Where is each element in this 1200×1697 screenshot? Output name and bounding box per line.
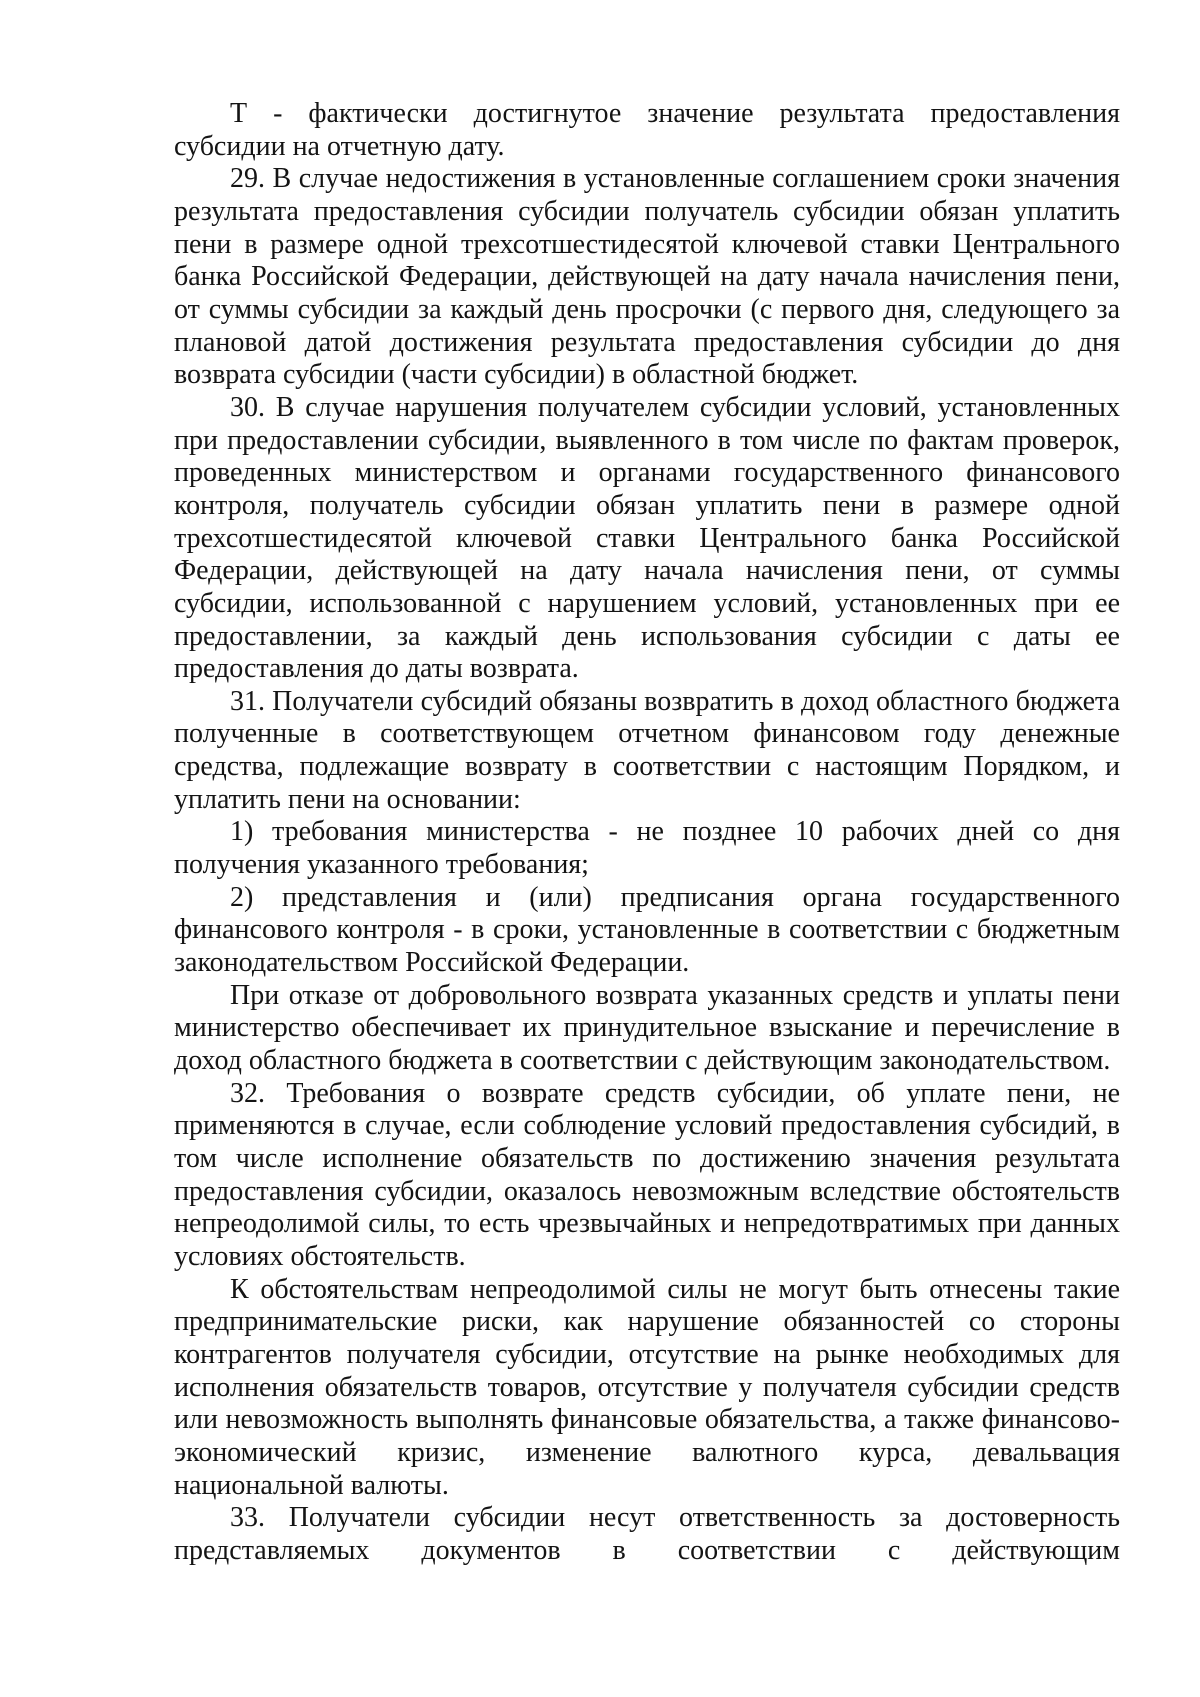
paragraph-31-item-1: 1) требования министерства - не позднее 10 рабочих дней со дня получения указанного требования; bbox=[174, 816, 1120, 881]
paragraph-29: 29. В случае недостижения в установленные соглашением сроки значения результата предоставления субсидии получатель субсидии обязан уплатить пени в размере одной трехсотшестидесятой ключевой ставки Центрального банка Российской Федерации, действующей на дату начала начисления пени, от суммы субсидии за каждый день просрочки (с первого дня, следующего за плановой датой достижения результата предоставления субсидии до дня возврата субсидии (части субсидии) в областной бюджет. bbox=[174, 163, 1120, 391]
paragraph-31: 31. Получатели субсидий обязаны возвратить в доход областного бюджета полученные в соответствующем отчетном финансовом году денежные средства, подлежащие возврату в соответствии с настоящим Порядком, и уплатить пени на основании: bbox=[174, 685, 1120, 815]
paragraph-30: 30. В случае нарушения получателем субсидии условий, установленных при предоставлении субсидии, выявленного в том числе по фактам проверок, проведенных министерством и органами государственного финансового контроля, получатель субсидии обязан уплатить пени в размере одной трехсотшестидесятой ключевой ставки Центрального банка Российской Федерации, действующей на дату начала начисления пени, от суммы субсидии, использованной с нарушением условий, установленных при ее предоставлении, за каждый день использования субсидии с даты ее предоставления до даты возврата. bbox=[174, 391, 1120, 685]
document-body bbox=[174, 98, 1120, 1568]
paragraph-32: 32. Требования о возврате средств субсидии, об уплате пени, не применяются в случае, если соблюдение условий предоставления субсидий, в том числе исполнение обязательств по достижению значения результата предоставления субсидии, оказалось невозможным вследствие обстоятельств непреодолимой силы, то есть чрезвычайных и непредотвратимых при данных условиях обстоятельств. bbox=[174, 1077, 1120, 1272]
paragraph-t-definition: Т - фактически достигнутое значение результата предоставления субсидии на отчетную дату. bbox=[174, 98, 1120, 162]
paragraph-33: 33. Получатели субсидии несут ответственность за достоверность представляемых документов в соответствии с действующим bbox=[174, 1502, 1120, 1566]
paragraph-refusal-return: При отказе от добровольного возврата указанных средств и уплаты пени министерство обеспечивает их принудительное взыскание и перечисление в доход областного бюджета в соответствии с действующим законодательством. bbox=[174, 979, 1120, 1077]
paragraph-31-item-2: 2) представления и (или) предписания органа государственного финансового контроля - в сроки, установленные в соответствии с бюджетным законодательством Российской Федерации. bbox=[174, 881, 1120, 979]
paragraph-force-majeure: К обстоятельствам непреодолимой силы не могут быть отнесены такие предпринимательские риски, как нарушение обязанностей со стороны контрагентов получателя субсидии, отсутствие на рынке необходимых для исполнения обязательств товаров, отсутствие у получателя субсидии средств или невозможность выполнять финансовые обязательства, а также финансово-экономический кризис, изменение валютного курса, девальвация национальной валюты. bbox=[174, 1273, 1120, 1501]
